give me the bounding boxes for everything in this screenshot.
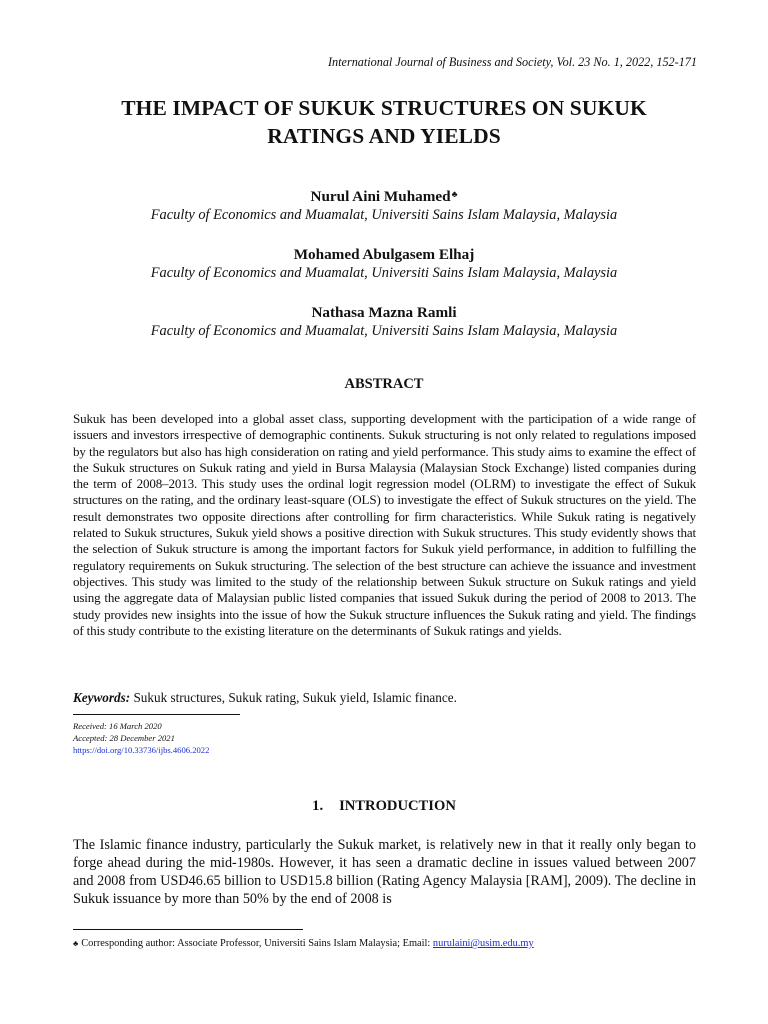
author-name-text: Nurul Aini Muhamed bbox=[310, 188, 451, 205]
received-date: Received: 16 March 2020 bbox=[73, 721, 162, 731]
author-affiliation: Faculty of Economics and Muamalat, Universiti Sains Islam Malaysia, Malaysia bbox=[150, 265, 618, 281]
divider bbox=[73, 714, 240, 715]
author-block-3 bbox=[60, 303, 708, 341]
author-block-1 bbox=[60, 187, 708, 225]
intro-paragraph: The Islamic finance industry, particularly the Sukuk market, is relatively new in that it really only began to forge ahead during the mid-1980s. However, it has seen a dramatic decline in issues valued between 2007 and 2008 from USD46.65 billion to USD15.8 billion (Rating Agency Malaysia [RAM], 2009). The decline in Sukuk issuance by more than 50% by the end of 2008 is bbox=[73, 837, 696, 907]
author-name: Nathasa Mazna Ramli bbox=[311, 304, 457, 321]
accepted-date: Accepted: 28 December 2021 bbox=[73, 733, 175, 743]
footnote-text: Corresponding author: Associate Professor, Universiti Sains Islam Malaysia; Email: bbox=[81, 938, 433, 949]
title-line-2: RATINGS AND YIELDS bbox=[267, 124, 501, 148]
paper-title bbox=[60, 94, 708, 150]
keywords-line bbox=[73, 690, 457, 706]
abstract-text: Sukuk has been developed into a global asset class, supporting development with the participation of a wide range of issuers and investors irrespective of demographic continents. Sukuk structuring is not only related to regulations imposed by the regulators but also has high consideration on rating and yield performance. This study aims to examine the effect of the Sukuk structures on Sukuk rating and yield in Bursa Malaysia (Malaysian Stock Exchange) listed companies during the term of 2008–2013. This study uses the ordinal logit regression model (OLRM) to investigate the effect of Sukuk structures on the rating, and the ordinary least-square (OLS) to investigate the effect of Sukuk structures on the yield. The result demonstrates two opposite directions after controlling for firm characteristics. While Sukuk rating is negatively related to Sukuk structures, Sukuk yield shows a positive direction with Sukuk structures. This study evidently shows that the selection of Sukuk structure is among the important factors for Sukuk yield performance, in addition to fulfilling the regulatory requirements on Sukuk structuring. The selection of the best structure can achieve the issuance and investment objectives. This study was limited to the study of the relationship between Sukuk structure on Sukuk ratings and yield using the aggregate data of Malaysian public listed companies that issued Sukuk during the period of 2008 to 2013. The study provides new insights into the issue of how the Sukuk structure influences the Sukuk rating and yield. The findings of this study contribute to the existing literature on the determinants of Sukuk ratings and yields. bbox=[73, 411, 696, 638]
author-block-2 bbox=[60, 245, 708, 283]
abstract-heading: ABSTRACT bbox=[344, 376, 424, 392]
keywords-label: Keywords: bbox=[73, 690, 131, 705]
section-title: INTRODUCTION bbox=[339, 798, 456, 814]
author-name bbox=[60, 187, 708, 206]
footnote bbox=[73, 938, 534, 949]
author-name: Mohamed Abulgasem Elhaj bbox=[293, 246, 475, 263]
section-number: 1. bbox=[312, 798, 324, 814]
author-affiliation: Faculty of Economics and Muamalat, Universiti Sains Islam Malaysia, Malaysia bbox=[150, 207, 618, 223]
corresponding-author-mark: ♣ bbox=[73, 939, 79, 948]
keywords-text: Sukuk structures, Sukuk rating, Sukuk yield, Islamic finance. bbox=[130, 690, 457, 705]
section-heading bbox=[60, 798, 708, 815]
doi-link[interactable]: https://doi.org/10.33736/ijbs.4606.2022 bbox=[73, 745, 210, 755]
article-dates bbox=[73, 720, 209, 756]
email-link[interactable]: nurulaini@usim.edu.my bbox=[432, 938, 534, 949]
title-line-1: THE IMPACT OF SUKUK STRUCTURES ON SUKUK bbox=[121, 96, 647, 120]
footnote-divider bbox=[73, 929, 303, 930]
corresponding-author-mark: ♣ bbox=[451, 189, 458, 199]
author-affiliation: Faculty of Economics and Muamalat, Universiti Sains Islam Malaysia, Malaysia bbox=[150, 323, 618, 339]
journal-citation: International Journal of Business and Society, Vol. 23 No. 1, 2022, 152-171 bbox=[328, 55, 697, 69]
